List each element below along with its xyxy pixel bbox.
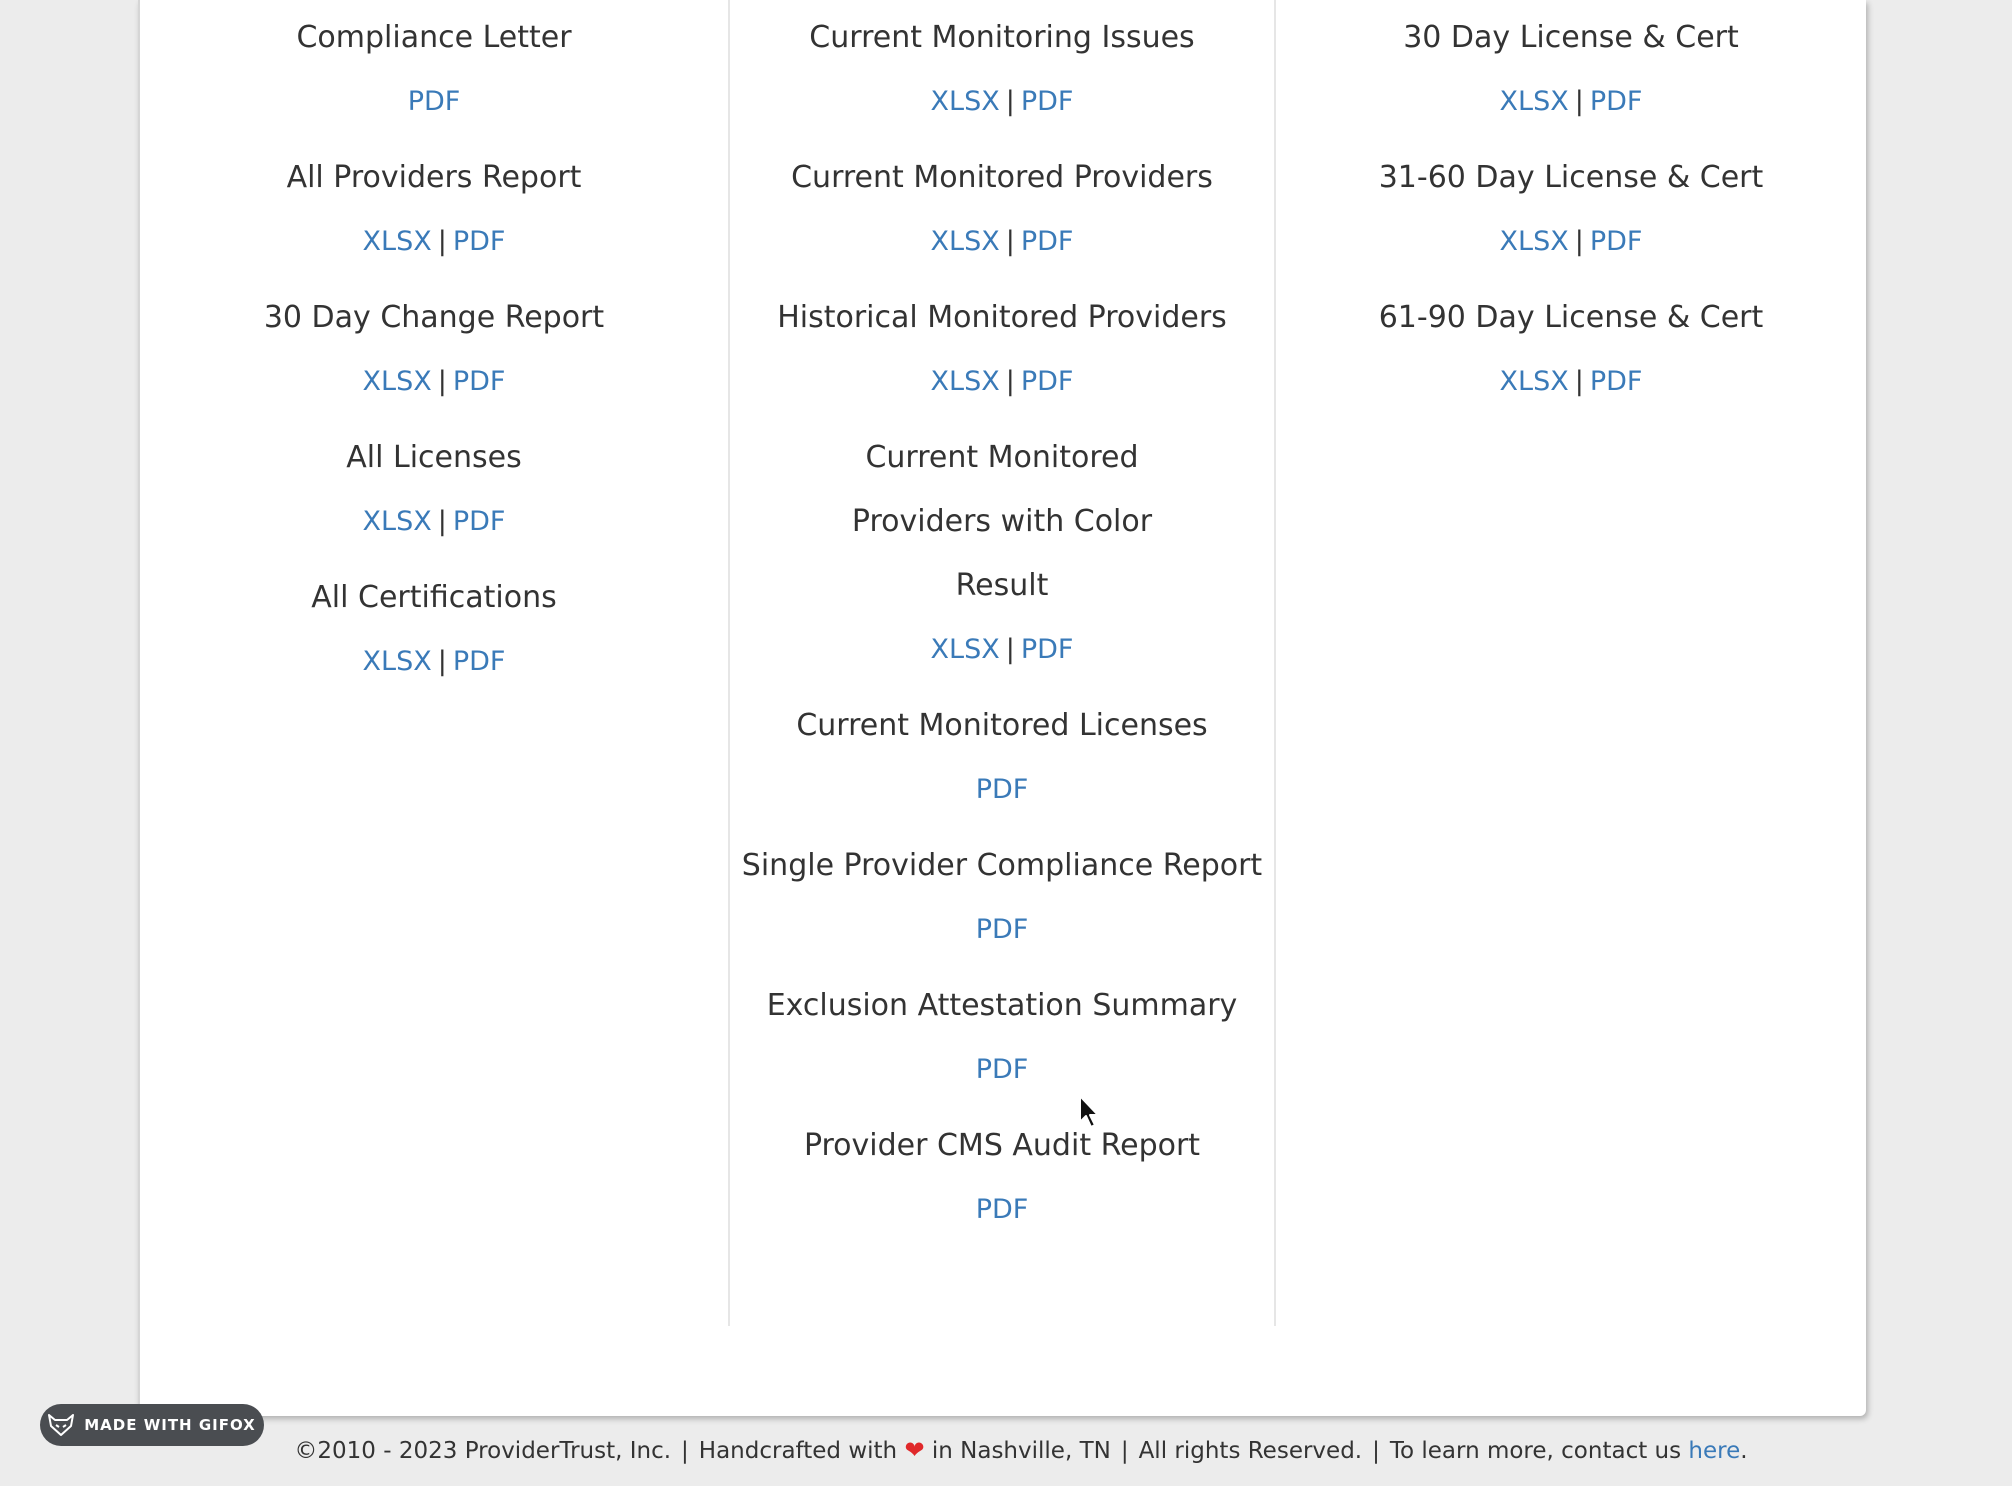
report-compliance-letter — [140, 0, 728, 140]
link-separator: | — [1005, 86, 1015, 117]
report-all-licenses — [140, 420, 728, 560]
pdf-link[interactable]: PDF — [1589, 86, 1643, 117]
report-title: 61-90 Day License & Cert — [1378, 300, 1764, 335]
link-separator: | — [1574, 226, 1584, 257]
footer-contact-text: To learn more, contact us — [1389, 1438, 1682, 1464]
xlsx-link[interactable]: XLSX — [362, 226, 432, 257]
link-separator: | — [437, 646, 447, 677]
report-single-provider-compliance — [730, 828, 1274, 968]
link-separator: | — [1005, 226, 1015, 257]
report-title: Current Monitored Providers with Color Result — [851, 440, 1153, 603]
report-provider-cms-audit — [730, 1108, 1274, 1248]
pdf-link[interactable]: PDF — [1020, 366, 1074, 397]
pdf-link[interactable]: PDF — [407, 86, 461, 117]
contact-here-link[interactable]: here — [1688, 1438, 1741, 1464]
footer-period: . — [1740, 1438, 1748, 1464]
link-separator: | — [437, 366, 447, 397]
report-title: Historical Monitored Providers — [777, 300, 1227, 335]
fox-icon — [48, 1414, 74, 1436]
footer-rights: All rights Reserved. — [1138, 1438, 1363, 1464]
report-title: Exclusion Attestation Summary — [766, 988, 1238, 1023]
xlsx-link[interactable]: XLSX — [362, 506, 432, 537]
report-30-day-license-cert — [1276, 0, 1866, 140]
report-current-monitored-providers — [730, 140, 1274, 280]
pdf-link[interactable]: PDF — [452, 366, 506, 397]
xlsx-link[interactable]: XLSX — [1499, 366, 1569, 397]
xlsx-link[interactable]: XLSX — [362, 646, 432, 677]
report-title: Single Provider Compliance Report — [741, 848, 1263, 883]
report-31-60-day-license-cert — [1276, 140, 1866, 280]
link-separator: | — [1005, 366, 1015, 397]
gifox-badge — [40, 1404, 264, 1446]
pdf-link[interactable]: PDF — [975, 774, 1029, 805]
report-current-monitored-licenses — [730, 688, 1274, 828]
link-separator: | — [437, 226, 447, 257]
report-title: Current Monitored Licenses — [796, 708, 1208, 743]
report-title: Provider CMS Audit Report — [803, 1128, 1201, 1163]
link-separator: | — [1574, 86, 1584, 117]
pdf-link[interactable]: PDF — [1020, 86, 1074, 117]
pdf-link[interactable]: PDF — [1020, 226, 1074, 257]
xlsx-link[interactable]: XLSX — [1499, 226, 1569, 257]
report-title: All Providers Report — [286, 160, 582, 195]
heart-icon: ❤ — [904, 1436, 925, 1464]
xlsx-link[interactable]: XLSX — [930, 86, 1000, 117]
pdf-link[interactable]: PDF — [975, 1194, 1029, 1225]
reports-card — [138, 0, 1866, 1416]
xlsx-link[interactable]: XLSX — [930, 226, 1000, 257]
xlsx-link[interactable]: XLSX — [930, 366, 1000, 397]
report-30-day-change — [140, 280, 728, 420]
page-footer — [0, 1436, 2012, 1464]
badge-label: MADE WITH GIFOX — [84, 1416, 256, 1434]
reports-column-3 — [1276, 0, 1866, 420]
xlsx-link[interactable]: XLSX — [362, 366, 432, 397]
report-title: Current Monitoring Issues — [809, 20, 1195, 55]
report-historical-monitored-providers — [730, 280, 1274, 420]
footer-separator: | — [1372, 1438, 1380, 1464]
link-separator: | — [1574, 366, 1584, 397]
report-all-providers — [140, 140, 728, 280]
report-title: 30 Day License & Cert — [1403, 20, 1739, 55]
pdf-link[interactable]: PDF — [452, 226, 506, 257]
xlsx-link[interactable]: XLSX — [1499, 86, 1569, 117]
pdf-link[interactable]: PDF — [975, 914, 1029, 945]
xlsx-link[interactable]: XLSX — [930, 634, 1000, 665]
pdf-link[interactable]: PDF — [1589, 226, 1643, 257]
pdf-link[interactable]: PDF — [1589, 366, 1643, 397]
pdf-link[interactable]: PDF — [1020, 634, 1074, 665]
report-monitored-providers-color — [730, 420, 1274, 688]
report-title: Compliance Letter — [296, 20, 572, 55]
pdf-link[interactable]: PDF — [452, 506, 506, 537]
reports-column-2 — [730, 0, 1274, 1248]
report-61-90-day-license-cert — [1276, 280, 1866, 420]
report-all-certifications — [140, 560, 728, 700]
report-current-monitoring-issues — [730, 0, 1274, 140]
footer-handcrafted: Handcrafted with — [698, 1438, 898, 1464]
link-separator: | — [1005, 634, 1015, 665]
report-title: All Certifications — [311, 580, 557, 615]
report-title: All Licenses — [346, 440, 522, 475]
report-title: 31-60 Day License & Cert — [1378, 160, 1764, 195]
footer-copyright: ©2010 - 2023 ProviderTrust, Inc. — [294, 1438, 672, 1464]
footer-location: in Nashville, TN — [931, 1438, 1111, 1464]
footer-separator: | — [681, 1438, 689, 1464]
footer-separator: | — [1120, 1438, 1129, 1464]
pdf-link[interactable]: PDF — [452, 646, 506, 677]
report-title: 30 Day Change Report — [263, 300, 605, 335]
pdf-link[interactable]: PDF — [975, 1054, 1029, 1085]
reports-column-1 — [140, 0, 728, 700]
link-separator: | — [437, 506, 447, 537]
report-title: Current Monitored Providers — [791, 160, 1213, 195]
mouse-cursor-icon — [1078, 1094, 1102, 1130]
report-exclusion-attestation-summary — [730, 968, 1274, 1108]
